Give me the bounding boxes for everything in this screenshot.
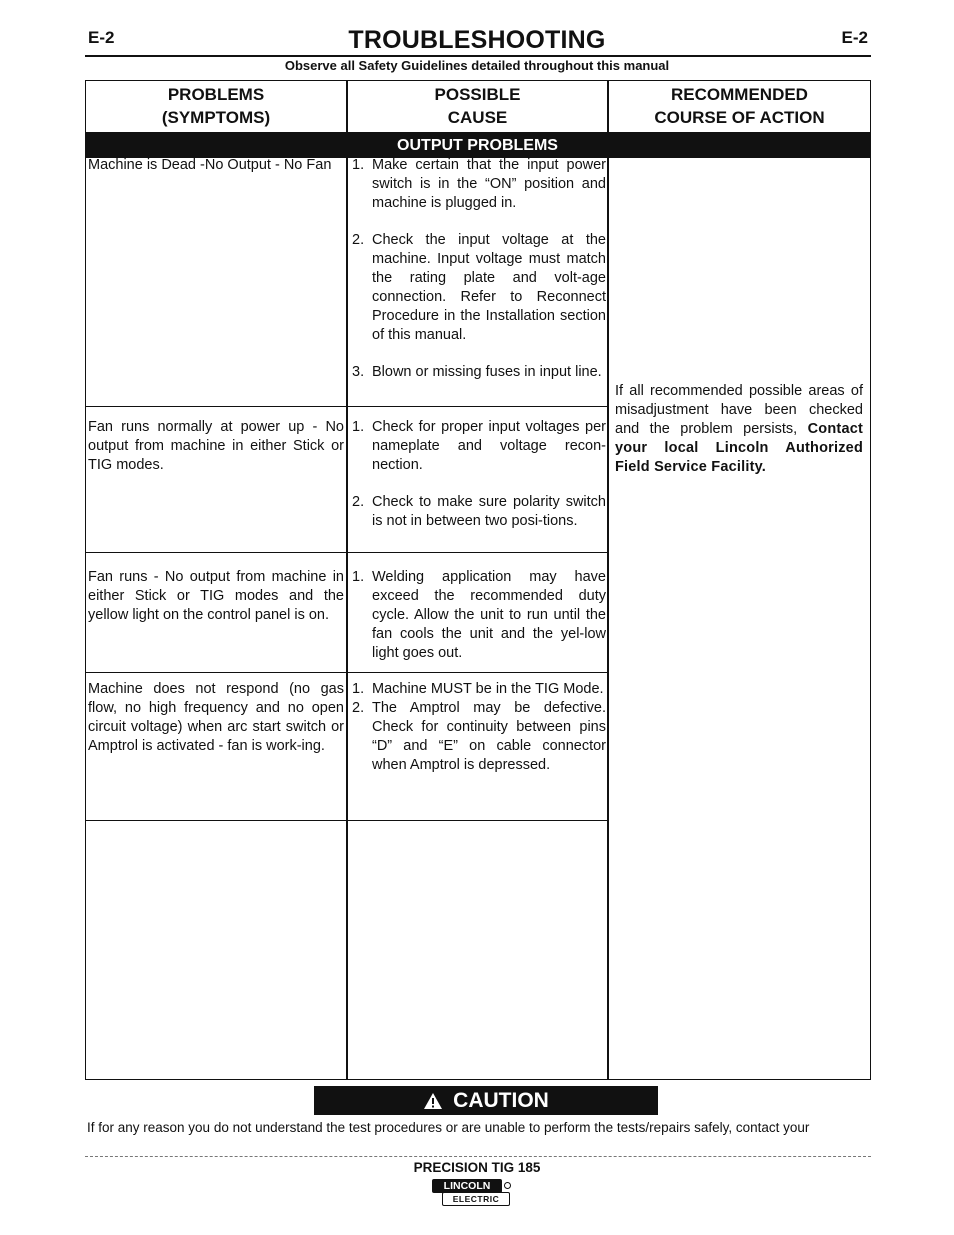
cause-text: The Amptrol may be defective. Check for continuity between pins “D” and “E” on cable connector when Amptrol is depressed.: [372, 700, 606, 773]
page-number-right: E-2: [841, 28, 868, 47]
cause-item: [352, 699, 606, 775]
header-rule: [85, 55, 871, 57]
cause-text: Machine MUST be in the TIG Mode.: [372, 681, 604, 697]
cause-list-4: [352, 680, 606, 775]
caution-note: If for any reason you do not understand the test procedures or are unable to perform the tests/repairs safely, contact your: [87, 1120, 810, 1135]
cause-number: 3.: [352, 364, 365, 380]
cause-item: [352, 493, 606, 531]
cause-list-3: [352, 568, 606, 681]
cause-number: 1.: [352, 419, 365, 435]
cause-text: Check the input voltage at the machine. Input voltage must match the rating plate and volt-age connection. Refer to Reconnect Procedure in the Installation section of this manual.: [372, 232, 606, 343]
column-header-cause-line2: CAUSE: [447, 108, 508, 127]
column-header-cause-line1: POSSIBLE: [434, 85, 521, 104]
cause-item: [352, 156, 606, 213]
warning-triangle-icon: [423, 1092, 443, 1110]
cause-number: 2.: [352, 700, 365, 716]
column-header-problems-line2: (SYMPTOMS): [161, 108, 271, 127]
cause-number: 1.: [352, 157, 365, 173]
cause-text: Make certain that the input power switch is in the “ON” position and machine is plugged in.: [372, 157, 606, 211]
cause-item: [352, 231, 606, 345]
safety-note: Observe all Safety Guidelines detailed throughout this manual: [284, 58, 670, 73]
cause-list-2: [352, 418, 606, 549]
cause-text: Check to make sure polarity switch is not in between two posi-tions.: [372, 494, 606, 529]
column-header-cause: [348, 80, 607, 132]
column-header-problems: [86, 80, 346, 132]
column-header-action: [609, 80, 870, 132]
registered-mark-icon: [504, 1182, 511, 1189]
logo-top-text: LINCOLN: [432, 1179, 502, 1193]
problem-2: Fan runs normally at power up - No output from machine in either Stick or TIG modes.: [88, 419, 344, 473]
lincoln-electric-logo: [432, 1179, 510, 1207]
cause-item: [352, 418, 606, 475]
row-separator-2: [86, 552, 608, 553]
cause-number: 1.: [352, 569, 365, 585]
page-number-left: E-2: [88, 28, 115, 47]
caution-label: CAUTION: [453, 1088, 549, 1112]
cause-item: [352, 568, 606, 663]
cause-number: 2.: [352, 494, 365, 510]
column-header-action-line2: COURSE OF ACTION: [654, 108, 825, 127]
column-header-problems-line1: PROBLEMS: [167, 85, 265, 104]
model-name: PRECISION TIG 185: [413, 1160, 541, 1175]
cause-number: 1.: [352, 681, 365, 697]
row-separator-4: [86, 820, 607, 821]
row-separator-1: [86, 406, 607, 407]
cause-item: [352, 680, 606, 699]
action-text: If all recommended possible areas of misadjustment have been checked and the problem persists,: [615, 383, 863, 437]
column-divider-2: [607, 80, 609, 1080]
cause-text: Blown or missing fuses in input line.: [372, 364, 602, 380]
problem-3: Fan runs - No output from machine in either Stick or TIG modes and the yellow light on the control panel is on.: [88, 569, 344, 623]
problem-4: Machine does not respond (no gas flow, no high frequency and no open circuit voltage) when arc start switch or Amptrol is activated - fan is work-ing.: [88, 681, 344, 754]
section-title: OUTPUT PROBLEMS: [397, 137, 558, 154]
action-contact-text: Contact your local Lincoln Authorized Field Service Facility.: [615, 421, 864, 475]
column-divider-1: [346, 80, 348, 1080]
caution-banner: [314, 1086, 658, 1115]
page-title: TROUBLESHOOTING: [348, 26, 606, 54]
cause-number: 2.: [352, 232, 365, 248]
problem-1: Machine is Dead -No Output - No Fan: [88, 157, 332, 173]
footer-divider: [85, 1156, 871, 1157]
column-header-action-line1: RECOMMENDED: [671, 85, 808, 104]
cause-text: Check for proper input voltages per nameplate and voltage recon-nection.: [372, 419, 606, 473]
logo-bottom-text: ELECTRIC: [442, 1192, 510, 1206]
recommended-action: [615, 382, 863, 477]
cause-item: [352, 363, 606, 382]
cause-list-1: [352, 156, 606, 400]
cause-text: Welding application may have exceed the recommended duty cycle. Allow the unit to run until the fan cools the unit and the yel-low light goes out.: [372, 569, 606, 661]
